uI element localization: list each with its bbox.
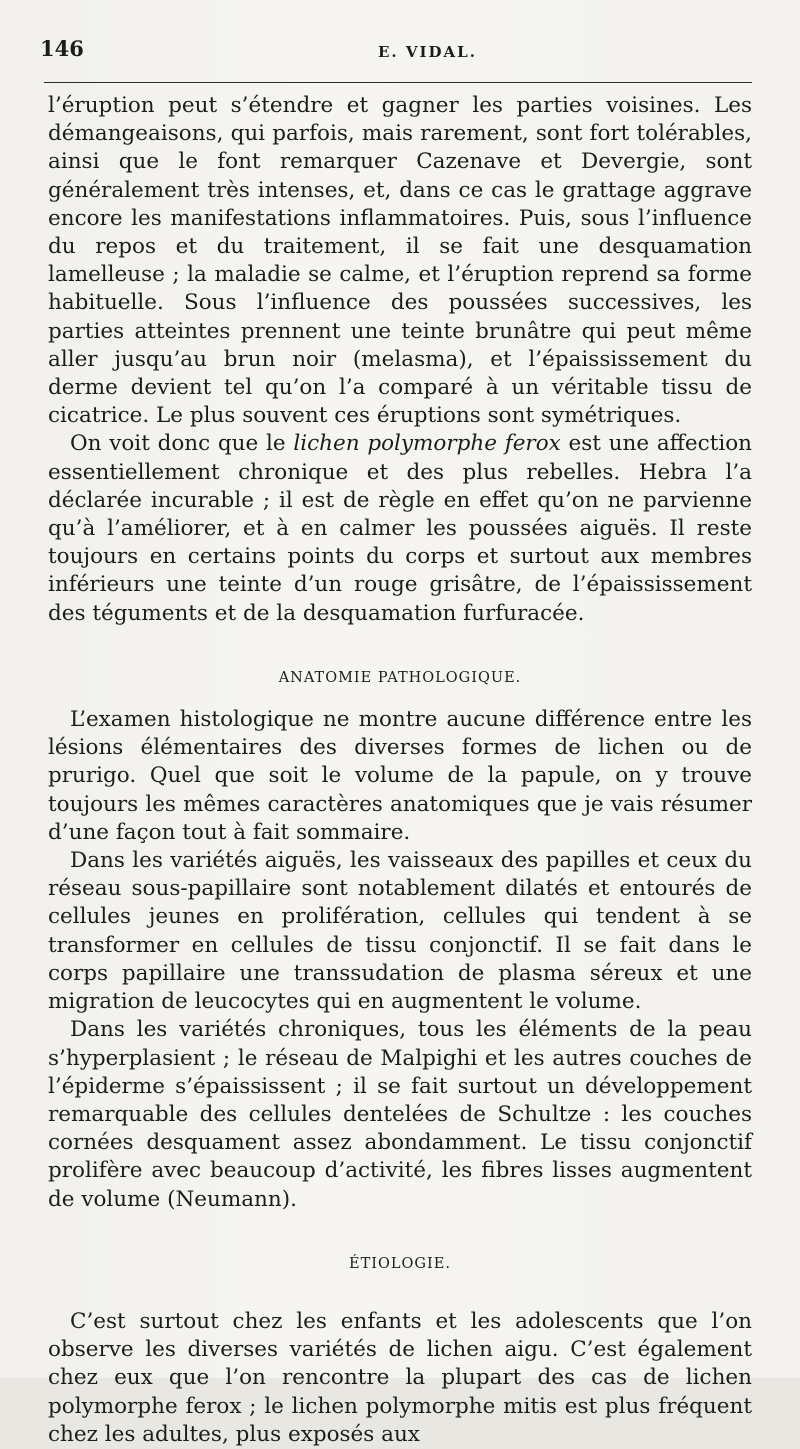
paragraph-lichen-ferox	[48, 430, 752, 627]
paragraph-text: est une affection essentiellement chronique et des plus rebelles. Hebra l’a déclarée incurable ; il est de règle en effet qu’on ne parvienne qu’à l’améliorer, et à en calmer les poussées aiguës. Il reste toujours en certains points du corps et surtout aux membres inférieurs une teinte d’un rouge grisâtre, de l’épaississement des téguments et de la desquamation furfuracée.	[48, 431, 753, 626]
paragraph-varietes-aigues: Dans les variétés aiguës, les vaisseaux des papilles et ceux du réseau sous-papillaire sont notablement dilatés et entourés de cellules jeunes en prolifération, cellules qui tendent à se transformer en cellules de tissu conjonctif. Il se fait dans le corps papillaire une transsudation de plasma séreux et une migration de leucocytes qui en augmentent le volume.	[48, 848, 752, 1015]
header-rule	[44, 82, 752, 83]
section-heading-etiologie: ÉTIOLOGIE.	[349, 1255, 451, 1272]
paragraph-continuation: l’éruption peut s’étendre et gagner les parties voisines. Les démangeaisons, qui parfois, mais rarement, sont fort tolérables, ainsi que le font remarquer Cazenave et Devergie, sont généralement très intenses, et, dans ce cas le grattage aggrave encore les manifestations inflammatoires. Puis, sous l’influence du repos et du traitement, il se fait une desquamation lamelleuse ; la maladie se calme, et l’éruption reprend sa forme habituelle. Sous l’influence des poussées successives, les parties atteintes prennent une teinte brunâtre qui peut même aller jusqu’au brun noir (melasma), et l’épaississement du derme devient tel qu’on l’a comparé à un véritable tissu de cicatrice. Le plus souvent ces éruptions sont symétriques.	[48, 93, 752, 429]
paragraph-etiologie: C’est surtout chez les enfants et les adolescents que l’on observe les diverses variétés de lichen aigu. C’est également chez eux que l’on rencontre la plupart des cas de lichen polymorphe ferox ; le lichen polymorphe mitis est plus fréquent chez les adultes, plus exposés aux	[48, 1308, 752, 1447]
paragraph-text: On voit donc que le	[70, 431, 294, 457]
page-header	[40, 30, 752, 70]
paragraph-varietes-chroniques: Dans les variétés chroniques, tous les éléments de la peau s’hyperplasient ; le réseau de Malpighi et les autres couches de l’épiderme s’épaississent ; il se fait surtout un développement remarquable des cellules dentelées de Schultze : les couches cornées desquament assez abondamment. Le tissu conjonctif prolifère avec beaucoup d’activité, les fibres lisses augmentent de volume (Neumann).	[48, 1017, 752, 1212]
paragraph-examen: L’examen histologique ne montre aucune différence entre les lésions élémentaires des diverses formes de lichen ou de prurigo. Quel que soit le volume de la papule, on y trouve toujours les mêmes caractères anatomiques que je vais résumer d’une façon tout à fait sommaire.	[48, 707, 752, 845]
body-text	[48, 92, 752, 1449]
section-heading-anatomie: ANATOMIE PATHOLOGIQUE.	[278, 669, 522, 686]
page-number: 146	[40, 36, 84, 61]
running-title: E. VIDAL.	[378, 43, 477, 61]
italic-term: lichen polymorphe ferox	[293, 431, 561, 457]
